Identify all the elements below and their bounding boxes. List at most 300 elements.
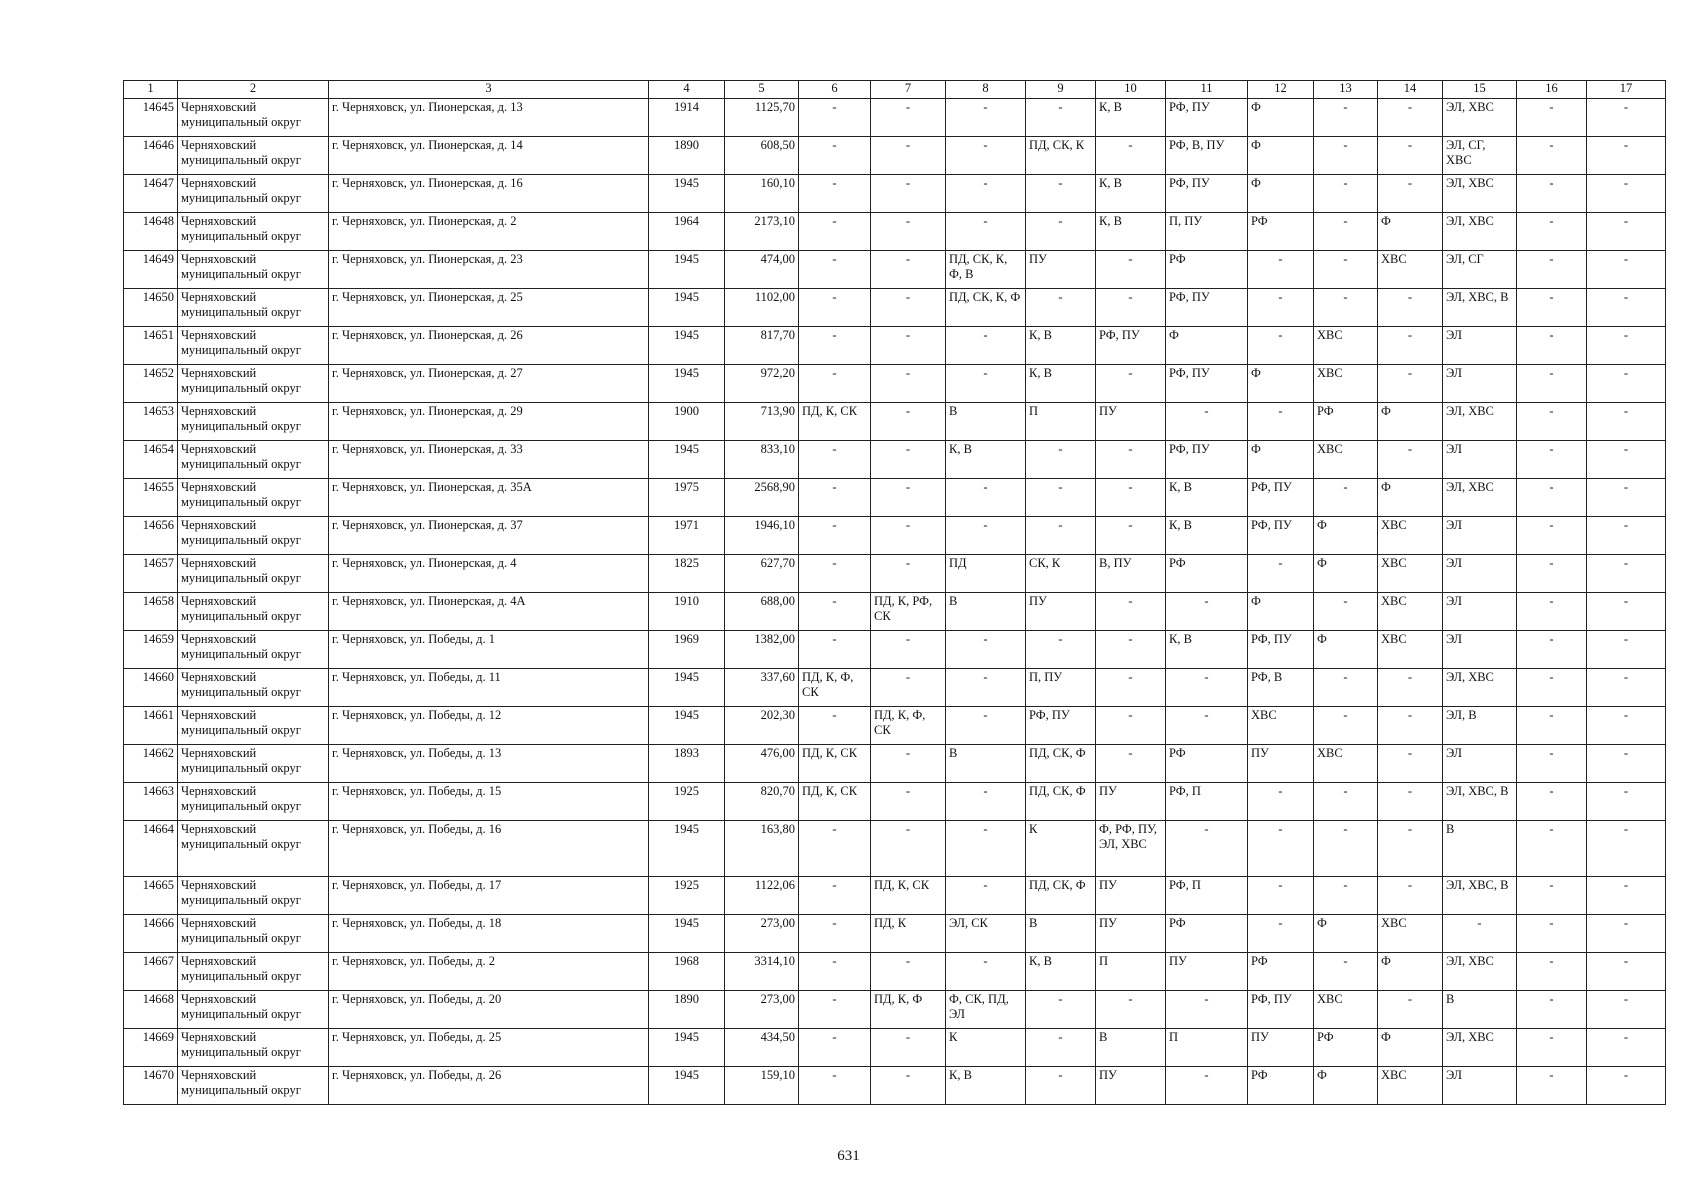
- column-header-10: 10: [1096, 81, 1166, 99]
- cell-col-7: -: [871, 213, 946, 251]
- cell-col-6: -: [799, 593, 871, 631]
- cell-col-4: 1945: [649, 669, 725, 707]
- cell-col-14: Ф: [1378, 1029, 1443, 1067]
- cell-col-13: Ф: [1314, 555, 1378, 593]
- cell-col-15: ЭЛ: [1443, 365, 1517, 403]
- cell-col-6: ПД, К, Ф, СК: [799, 669, 871, 707]
- column-header-12: 12: [1248, 81, 1314, 99]
- housing-register-table: [123, 80, 1666, 1105]
- cell-col-3: г. Черняховск, ул. Пионерская, д. 23: [329, 251, 649, 289]
- cell-col-14: ХВС: [1378, 1067, 1443, 1105]
- cell-col-2: Черняховский муниципальный округ: [178, 517, 329, 555]
- cell-col-11: РФ: [1166, 251, 1248, 289]
- cell-col-17: -: [1587, 707, 1666, 745]
- cell-col-8: -: [946, 175, 1026, 213]
- cell-col-4: 1945: [649, 251, 725, 289]
- cell-col-12: -: [1248, 251, 1314, 289]
- cell-col-16: -: [1517, 99, 1587, 137]
- cell-col-1: 14670: [124, 1067, 178, 1105]
- cell-col-11: РФ, ПУ: [1166, 99, 1248, 137]
- cell-col-17: -: [1587, 137, 1666, 175]
- cell-col-15: ЭЛ: [1443, 517, 1517, 555]
- cell-col-4: 1968: [649, 953, 725, 991]
- cell-col-2: Черняховский муниципальный округ: [178, 707, 329, 745]
- cell-col-15: ЭЛ, ХВС: [1443, 669, 1517, 707]
- column-header-9: 9: [1026, 81, 1096, 99]
- cell-col-16: -: [1517, 1067, 1587, 1105]
- cell-col-10: -: [1096, 365, 1166, 403]
- cell-col-15: ЭЛ, В: [1443, 707, 1517, 745]
- cell-col-17: -: [1587, 745, 1666, 783]
- cell-col-3: г. Черняховск, ул. Пионерская, д. 26: [329, 327, 649, 365]
- cell-col-14: -: [1378, 745, 1443, 783]
- cell-col-16: -: [1517, 821, 1587, 877]
- cell-col-5: 160,10: [725, 175, 799, 213]
- cell-col-4: 1945: [649, 821, 725, 877]
- cell-col-5: 337,60: [725, 669, 799, 707]
- cell-col-8: -: [946, 821, 1026, 877]
- cell-col-8: -: [946, 669, 1026, 707]
- cell-col-17: -: [1587, 631, 1666, 669]
- cell-col-9: К, В: [1026, 953, 1096, 991]
- table-row: [124, 137, 1666, 175]
- table-row: [124, 953, 1666, 991]
- cell-col-13: -: [1314, 289, 1378, 327]
- cell-col-11: ПУ: [1166, 953, 1248, 991]
- cell-col-15: ЭЛ, ХВС: [1443, 99, 1517, 137]
- cell-col-1: 14662: [124, 745, 178, 783]
- cell-col-1: 14661: [124, 707, 178, 745]
- table-row: [124, 403, 1666, 441]
- cell-col-2: Черняховский муниципальный округ: [178, 441, 329, 479]
- cell-col-14: -: [1378, 137, 1443, 175]
- cell-col-3: г. Черняховск, ул. Пионерская, д. 35А: [329, 479, 649, 517]
- cell-col-2: Черняховский муниципальный округ: [178, 669, 329, 707]
- cell-col-13: ХВС: [1314, 441, 1378, 479]
- cell-col-7: -: [871, 517, 946, 555]
- cell-col-16: -: [1517, 175, 1587, 213]
- cell-col-8: -: [946, 327, 1026, 365]
- cell-col-3: г. Черняховск, ул. Победы, д. 20: [329, 991, 649, 1029]
- cell-col-7: -: [871, 669, 946, 707]
- cell-col-8: -: [946, 517, 1026, 555]
- cell-col-5: 273,00: [725, 915, 799, 953]
- cell-col-16: -: [1517, 1029, 1587, 1067]
- cell-col-1: 14646: [124, 137, 178, 175]
- cell-col-2: Черняховский муниципальный округ: [178, 877, 329, 915]
- table-row: [124, 593, 1666, 631]
- table-row: [124, 517, 1666, 555]
- cell-col-13: РФ: [1314, 403, 1378, 441]
- cell-col-9: ПД, СК, Ф: [1026, 877, 1096, 915]
- cell-col-4: 1914: [649, 99, 725, 137]
- table-row: [124, 251, 1666, 289]
- column-header-13: 13: [1314, 81, 1378, 99]
- cell-col-7: -: [871, 1067, 946, 1105]
- cell-col-5: 476,00: [725, 745, 799, 783]
- cell-col-6: -: [799, 213, 871, 251]
- cell-col-7: -: [871, 631, 946, 669]
- cell-col-4: 1964: [649, 213, 725, 251]
- cell-col-12: РФ: [1248, 1067, 1314, 1105]
- cell-col-12: ХВС: [1248, 707, 1314, 745]
- cell-col-1: 14648: [124, 213, 178, 251]
- cell-col-4: 1910: [649, 593, 725, 631]
- cell-col-10: -: [1096, 479, 1166, 517]
- cell-col-8: К, В: [946, 1067, 1026, 1105]
- cell-col-5: 1946,10: [725, 517, 799, 555]
- cell-col-11: РФ, П: [1166, 877, 1248, 915]
- cell-col-12: РФ, ПУ: [1248, 479, 1314, 517]
- cell-col-6: -: [799, 99, 871, 137]
- cell-col-10: ПУ: [1096, 1067, 1166, 1105]
- cell-col-1: 14663: [124, 783, 178, 821]
- cell-col-15: ЭЛ: [1443, 441, 1517, 479]
- cell-col-6: -: [799, 707, 871, 745]
- table-row: [124, 1067, 1666, 1105]
- cell-col-17: -: [1587, 441, 1666, 479]
- cell-col-3: г. Черняховск, ул. Пионерская, д. 4: [329, 555, 649, 593]
- cell-col-4: 1975: [649, 479, 725, 517]
- cell-col-11: П, ПУ: [1166, 213, 1248, 251]
- cell-col-17: -: [1587, 213, 1666, 251]
- cell-col-8: В: [946, 403, 1026, 441]
- cell-col-13: -: [1314, 251, 1378, 289]
- cell-col-7: -: [871, 821, 946, 877]
- cell-col-4: 1945: [649, 175, 725, 213]
- cell-col-13: ХВС: [1314, 365, 1378, 403]
- cell-col-11: -: [1166, 707, 1248, 745]
- cell-col-12: -: [1248, 915, 1314, 953]
- table-row: [124, 213, 1666, 251]
- cell-col-7: -: [871, 327, 946, 365]
- cell-col-3: г. Черняховск, ул. Победы, д. 17: [329, 877, 649, 915]
- cell-col-5: 1125,70: [725, 99, 799, 137]
- cell-col-14: ХВС: [1378, 555, 1443, 593]
- cell-col-8: -: [946, 365, 1026, 403]
- cell-col-9: -: [1026, 289, 1096, 327]
- cell-col-12: -: [1248, 403, 1314, 441]
- column-header-1: 1: [124, 81, 178, 99]
- cell-col-2: Черняховский муниципальный округ: [178, 175, 329, 213]
- cell-col-8: ПД: [946, 555, 1026, 593]
- cell-col-2: Черняховский муниципальный округ: [178, 213, 329, 251]
- cell-col-6: ПД, К, СК: [799, 745, 871, 783]
- cell-col-17: -: [1587, 175, 1666, 213]
- table-row: [124, 915, 1666, 953]
- cell-col-2: Черняховский муниципальный округ: [178, 403, 329, 441]
- cell-col-16: -: [1517, 517, 1587, 555]
- cell-col-3: г. Черняховск, ул. Пионерская, д. 14: [329, 137, 649, 175]
- cell-col-12: РФ: [1248, 213, 1314, 251]
- cell-col-6: -: [799, 137, 871, 175]
- cell-col-5: 434,50: [725, 1029, 799, 1067]
- cell-col-2: Черняховский муниципальный округ: [178, 915, 329, 953]
- table-row: [124, 327, 1666, 365]
- cell-col-12: Ф: [1248, 137, 1314, 175]
- cell-col-2: Черняховский муниципальный округ: [178, 289, 329, 327]
- cell-col-10: -: [1096, 137, 1166, 175]
- cell-col-3: г. Черняховск, ул. Пионерская, д. 37: [329, 517, 649, 555]
- cell-col-4: 1969: [649, 631, 725, 669]
- cell-col-12: РФ, ПУ: [1248, 631, 1314, 669]
- cell-col-16: -: [1517, 555, 1587, 593]
- cell-col-14: Ф: [1378, 213, 1443, 251]
- table-row: [124, 441, 1666, 479]
- table-row: [124, 365, 1666, 403]
- cell-col-2: Черняховский муниципальный округ: [178, 1067, 329, 1105]
- cell-col-6: -: [799, 365, 871, 403]
- cell-col-14: -: [1378, 327, 1443, 365]
- cell-col-3: г. Черняховск, ул. Победы, д. 18: [329, 915, 649, 953]
- cell-col-4: 1945: [649, 289, 725, 327]
- table-row: [124, 555, 1666, 593]
- cell-col-9: -: [1026, 213, 1096, 251]
- cell-col-10: -: [1096, 593, 1166, 631]
- cell-col-3: г. Черняховск, ул. Победы, д. 26: [329, 1067, 649, 1105]
- cell-col-7: ПД, К, РФ, СК: [871, 593, 946, 631]
- cell-col-17: -: [1587, 327, 1666, 365]
- cell-col-13: -: [1314, 479, 1378, 517]
- cell-col-16: -: [1517, 669, 1587, 707]
- cell-col-17: -: [1587, 251, 1666, 289]
- cell-col-3: г. Черняховск, ул. Победы, д. 25: [329, 1029, 649, 1067]
- cell-col-9: -: [1026, 517, 1096, 555]
- cell-col-13: -: [1314, 707, 1378, 745]
- cell-col-11: РФ: [1166, 745, 1248, 783]
- cell-col-7: -: [871, 479, 946, 517]
- cell-col-6: ПД, К, СК: [799, 403, 871, 441]
- cell-col-6: ПД, К, СК: [799, 783, 871, 821]
- cell-col-10: В, ПУ: [1096, 555, 1166, 593]
- cell-col-5: 1122,06: [725, 877, 799, 915]
- cell-col-3: г. Черняховск, ул. Пионерская, д. 29: [329, 403, 649, 441]
- cell-col-11: П: [1166, 1029, 1248, 1067]
- cell-col-5: 713,90: [725, 403, 799, 441]
- cell-col-5: 163,80: [725, 821, 799, 877]
- cell-col-10: -: [1096, 631, 1166, 669]
- cell-col-1: 14649: [124, 251, 178, 289]
- cell-col-16: -: [1517, 289, 1587, 327]
- cell-col-13: -: [1314, 593, 1378, 631]
- cell-col-16: -: [1517, 441, 1587, 479]
- cell-col-5: 608,50: [725, 137, 799, 175]
- cell-col-9: РФ, ПУ: [1026, 707, 1096, 745]
- cell-col-10: -: [1096, 441, 1166, 479]
- cell-col-10: -: [1096, 669, 1166, 707]
- cell-col-16: -: [1517, 327, 1587, 365]
- column-header-4: 4: [649, 81, 725, 99]
- cell-col-17: -: [1587, 1029, 1666, 1067]
- cell-col-11: К, В: [1166, 631, 1248, 669]
- cell-col-13: -: [1314, 669, 1378, 707]
- cell-col-4: 1945: [649, 1067, 725, 1105]
- cell-col-3: г. Черняховск, ул. Пионерская, д. 27: [329, 365, 649, 403]
- cell-col-13: -: [1314, 99, 1378, 137]
- cell-col-6: -: [799, 991, 871, 1029]
- cell-col-17: -: [1587, 1067, 1666, 1105]
- cell-col-11: РФ, В, ПУ: [1166, 137, 1248, 175]
- cell-col-3: г. Черняховск, ул. Пионерская, д. 4А: [329, 593, 649, 631]
- cell-col-1: 14666: [124, 915, 178, 953]
- table-row: [124, 631, 1666, 669]
- cell-col-6: -: [799, 555, 871, 593]
- cell-col-10: -: [1096, 251, 1166, 289]
- cell-col-6: -: [799, 517, 871, 555]
- cell-col-9: К, В: [1026, 365, 1096, 403]
- cell-col-14: -: [1378, 175, 1443, 213]
- cell-col-13: -: [1314, 137, 1378, 175]
- cell-col-4: 1945: [649, 327, 725, 365]
- cell-col-12: -: [1248, 289, 1314, 327]
- cell-col-11: -: [1166, 593, 1248, 631]
- cell-col-1: 14645: [124, 99, 178, 137]
- cell-col-4: 1900: [649, 403, 725, 441]
- cell-col-17: -: [1587, 669, 1666, 707]
- cell-col-8: -: [946, 707, 1026, 745]
- cell-col-9: К: [1026, 821, 1096, 877]
- cell-col-5: 273,00: [725, 991, 799, 1029]
- cell-col-10: Ф, РФ, ПУ, ЭЛ, ХВС: [1096, 821, 1166, 877]
- cell-col-16: -: [1517, 745, 1587, 783]
- cell-col-4: 1971: [649, 517, 725, 555]
- cell-col-13: -: [1314, 953, 1378, 991]
- cell-col-3: г. Черняховск, ул. Победы, д. 12: [329, 707, 649, 745]
- cell-col-5: 1382,00: [725, 631, 799, 669]
- cell-col-10: П: [1096, 953, 1166, 991]
- cell-col-9: ПУ: [1026, 251, 1096, 289]
- cell-col-2: Черняховский муниципальный округ: [178, 99, 329, 137]
- cell-col-12: РФ, В: [1248, 669, 1314, 707]
- cell-col-14: ХВС: [1378, 593, 1443, 631]
- cell-col-17: -: [1587, 365, 1666, 403]
- cell-col-16: -: [1517, 365, 1587, 403]
- cell-col-12: -: [1248, 783, 1314, 821]
- cell-col-17: -: [1587, 991, 1666, 1029]
- cell-col-3: г. Черняховск, ул. Победы, д. 1: [329, 631, 649, 669]
- cell-col-4: 1945: [649, 441, 725, 479]
- cell-col-10: В: [1096, 1029, 1166, 1067]
- cell-col-13: ХВС: [1314, 327, 1378, 365]
- table-row: [124, 707, 1666, 745]
- cell-col-7: -: [871, 783, 946, 821]
- cell-col-14: -: [1378, 99, 1443, 137]
- cell-col-4: 1925: [649, 783, 725, 821]
- cell-col-7: -: [871, 175, 946, 213]
- cell-col-7: ПД, К, Ф, СК: [871, 707, 946, 745]
- cell-col-1: 14652: [124, 365, 178, 403]
- cell-col-4: 1945: [649, 1029, 725, 1067]
- cell-col-13: ХВС: [1314, 745, 1378, 783]
- cell-col-9: ПУ: [1026, 593, 1096, 631]
- cell-col-15: ЭЛ, ХВС: [1443, 1029, 1517, 1067]
- cell-col-3: г. Черняховск, ул. Победы, д. 11: [329, 669, 649, 707]
- cell-col-2: Черняховский муниципальный округ: [178, 593, 329, 631]
- cell-col-16: -: [1517, 953, 1587, 991]
- cell-col-14: -: [1378, 441, 1443, 479]
- cell-col-8: -: [946, 783, 1026, 821]
- cell-col-16: -: [1517, 403, 1587, 441]
- cell-col-15: ЭЛ: [1443, 327, 1517, 365]
- cell-col-14: -: [1378, 289, 1443, 327]
- cell-col-6: -: [799, 479, 871, 517]
- cell-col-2: Черняховский муниципальный округ: [178, 327, 329, 365]
- cell-col-2: Черняховский муниципальный округ: [178, 631, 329, 669]
- cell-col-2: Черняховский муниципальный округ: [178, 953, 329, 991]
- cell-col-17: -: [1587, 517, 1666, 555]
- cell-col-16: -: [1517, 877, 1587, 915]
- table-row: [124, 289, 1666, 327]
- column-header-14: 14: [1378, 81, 1443, 99]
- cell-col-17: -: [1587, 953, 1666, 991]
- cell-col-9: -: [1026, 479, 1096, 517]
- cell-col-1: 14653: [124, 403, 178, 441]
- cell-col-14: -: [1378, 365, 1443, 403]
- cell-col-10: К, В: [1096, 213, 1166, 251]
- cell-col-8: -: [946, 99, 1026, 137]
- cell-col-16: -: [1517, 213, 1587, 251]
- cell-col-11: РФ, ПУ: [1166, 175, 1248, 213]
- header-row: [124, 81, 1666, 99]
- cell-col-10: ПУ: [1096, 403, 1166, 441]
- column-header-2: 2: [178, 81, 329, 99]
- cell-col-10: -: [1096, 991, 1166, 1029]
- cell-col-4: 1945: [649, 915, 725, 953]
- cell-col-10: ПУ: [1096, 783, 1166, 821]
- cell-col-12: Ф: [1248, 593, 1314, 631]
- cell-col-1: 14655: [124, 479, 178, 517]
- cell-col-4: 1945: [649, 365, 725, 403]
- cell-col-13: Ф: [1314, 517, 1378, 555]
- cell-col-10: ПУ: [1096, 877, 1166, 915]
- cell-col-4: 1893: [649, 745, 725, 783]
- cell-col-8: -: [946, 479, 1026, 517]
- cell-col-3: г. Черняховск, ул. Пионерская, д. 13: [329, 99, 649, 137]
- cell-col-14: ХВС: [1378, 251, 1443, 289]
- cell-col-15: ЭЛ, ХВС: [1443, 403, 1517, 441]
- cell-col-12: -: [1248, 821, 1314, 877]
- cell-col-6: -: [799, 877, 871, 915]
- cell-col-11: РФ, ПУ: [1166, 365, 1248, 403]
- cell-col-15: ЭЛ, СГ: [1443, 251, 1517, 289]
- cell-col-16: -: [1517, 783, 1587, 821]
- cell-col-1: 14657: [124, 555, 178, 593]
- cell-col-5: 2173,10: [725, 213, 799, 251]
- cell-col-16: -: [1517, 593, 1587, 631]
- cell-col-3: г. Черняховск, ул. Пионерская, д. 2: [329, 213, 649, 251]
- cell-col-8: ЭЛ, СК: [946, 915, 1026, 953]
- cell-col-7: ПД, К: [871, 915, 946, 953]
- cell-col-9: -: [1026, 99, 1096, 137]
- cell-col-11: -: [1166, 991, 1248, 1029]
- cell-col-9: К, В: [1026, 327, 1096, 365]
- cell-col-5: 688,00: [725, 593, 799, 631]
- cell-col-15: ЭЛ, ХВС, В: [1443, 289, 1517, 327]
- cell-col-15: В: [1443, 821, 1517, 877]
- cell-col-14: Ф: [1378, 953, 1443, 991]
- cell-col-1: 14650: [124, 289, 178, 327]
- cell-col-2: Черняховский муниципальный округ: [178, 1029, 329, 1067]
- table-body: [124, 99, 1666, 1105]
- cell-col-15: ЭЛ: [1443, 1067, 1517, 1105]
- cell-col-2: Черняховский муниципальный округ: [178, 365, 329, 403]
- cell-col-16: -: [1517, 251, 1587, 289]
- cell-col-10: -: [1096, 517, 1166, 555]
- cell-col-11: РФ: [1166, 555, 1248, 593]
- cell-col-12: РФ, ПУ: [1248, 517, 1314, 555]
- cell-col-11: -: [1166, 669, 1248, 707]
- cell-col-8: К: [946, 1029, 1026, 1067]
